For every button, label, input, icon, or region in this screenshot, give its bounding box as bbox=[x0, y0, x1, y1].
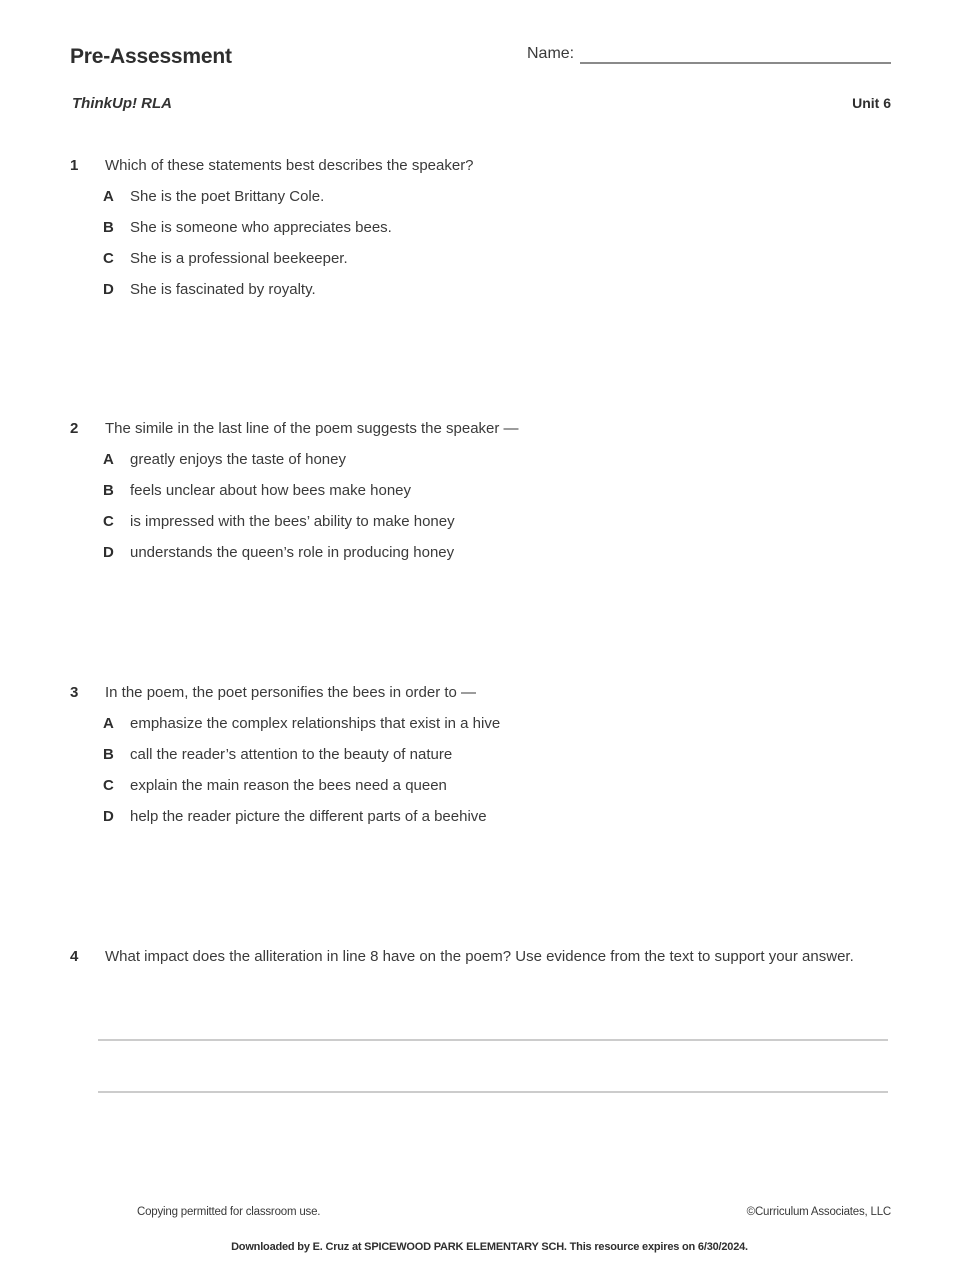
choice-text: emphasize the complex relationships that exist in a hive bbox=[130, 715, 501, 732]
choice-text: She is a professional beekeeper. bbox=[130, 250, 348, 267]
choice-letter: B bbox=[103, 746, 114, 763]
choice-letter: D bbox=[103, 808, 114, 825]
choice-letter: A bbox=[103, 451, 114, 468]
unit-label: Unit 6 bbox=[852, 95, 891, 111]
choice-letter: D bbox=[103, 544, 114, 561]
name-input-line[interactable] bbox=[580, 44, 891, 64]
choice-c bbox=[103, 512, 875, 532]
choice-text: greatly enjoys the taste of honey bbox=[130, 451, 346, 468]
choice-a bbox=[103, 450, 875, 470]
question-text: Which of these statements best describes the speaker? bbox=[105, 157, 474, 174]
choice-list bbox=[103, 450, 875, 563]
question-4 bbox=[70, 942, 875, 971]
choice-letter: B bbox=[103, 219, 114, 236]
question-1 bbox=[70, 156, 875, 300]
answer-line[interactable] bbox=[98, 1091, 888, 1093]
choice-text: feels unclear about how bees make honey bbox=[130, 482, 412, 499]
question-number: 2 bbox=[70, 420, 79, 437]
choice-a bbox=[103, 714, 875, 734]
download-watermark: Downloaded by E. Cruz at SPICEWOOD PARK ELEMENTARY SCH. This resource expires on 6/30/2024. bbox=[231, 1241, 748, 1253]
name-label: Name: bbox=[527, 45, 575, 62]
choice-letter: C bbox=[103, 250, 114, 267]
name-field-group bbox=[527, 44, 891, 64]
choice-c bbox=[103, 776, 875, 796]
choice-d bbox=[103, 543, 875, 563]
header bbox=[70, 44, 891, 70]
copyright-permission: Copying permitted for classroom use. bbox=[137, 1206, 321, 1218]
answer-line[interactable] bbox=[98, 1039, 888, 1041]
question-number: 3 bbox=[70, 684, 79, 701]
choice-text: She is someone who appreciates bees. bbox=[130, 219, 392, 236]
choice-list bbox=[103, 714, 875, 827]
question-2 bbox=[70, 419, 875, 563]
choice-d bbox=[103, 280, 875, 300]
question-text: In the poem, the poet personifies the bees in order to — bbox=[105, 684, 477, 701]
choice-d bbox=[103, 807, 875, 827]
choice-b bbox=[103, 218, 875, 238]
choice-text: understands the queen’s role in producing honey bbox=[130, 544, 455, 561]
choice-list bbox=[103, 187, 875, 300]
choice-letter: C bbox=[103, 777, 114, 794]
page-title: Pre-Assessment bbox=[70, 45, 232, 68]
choice-text: call the reader’s attention to the beauty of nature bbox=[130, 746, 453, 763]
choice-letter: A bbox=[103, 715, 114, 732]
subheader bbox=[72, 94, 891, 114]
choice-b bbox=[103, 481, 875, 501]
choice-text: is impressed with the bees’ ability to make honey bbox=[130, 513, 455, 530]
choice-text: explain the main reason the bees need a queen bbox=[130, 777, 447, 794]
question-3 bbox=[70, 683, 875, 827]
choice-b bbox=[103, 745, 875, 765]
choice-letter: D bbox=[103, 281, 114, 298]
choice-text: She is fascinated by royalty. bbox=[130, 281, 316, 298]
question-number: 4 bbox=[70, 948, 79, 965]
program-title: ThinkUp! RLA bbox=[72, 95, 172, 112]
choice-letter: A bbox=[103, 188, 114, 205]
publisher-credit: ©Curriculum Associates, LLC bbox=[746, 1206, 891, 1218]
question-text: The simile in the last line of the poem suggests the speaker — bbox=[105, 420, 519, 437]
question-number: 1 bbox=[70, 157, 79, 174]
question-text: What impact does the alliteration in line 8 have on the poem? Use evidence from the text to support your answer. bbox=[105, 948, 854, 965]
choice-c bbox=[103, 249, 875, 269]
choice-letter: B bbox=[103, 482, 114, 499]
choice-text: She is the poet Brittany Cole. bbox=[130, 188, 325, 205]
choice-letter: C bbox=[103, 513, 114, 530]
choice-text: help the reader picture the different parts of a beehive bbox=[130, 808, 487, 825]
choice-a bbox=[103, 187, 875, 207]
